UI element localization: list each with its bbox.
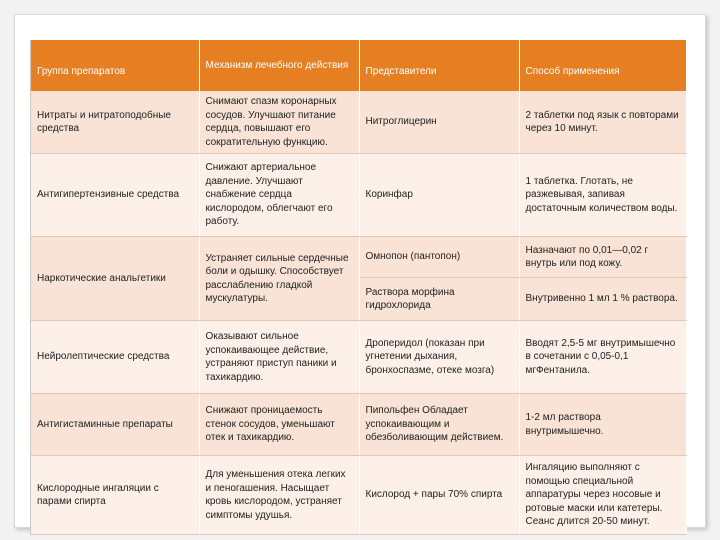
cell-mechanism: Снижают артериальное давление. Улучшают снабжение сердца кислородом, облегчают его работу. xyxy=(199,154,359,237)
cell-usage: 2 таблетки под язык с повторами через 10 минут. xyxy=(519,91,686,154)
table-row xyxy=(31,237,686,278)
table-row xyxy=(31,91,686,154)
header-group: Группа препаратов xyxy=(31,40,199,91)
cell-group: Кислородные ингаляции с парами спирта xyxy=(31,456,199,535)
cell-usage: 1-2 мл раствора внутримышечно. xyxy=(519,394,686,456)
table-row xyxy=(31,154,686,237)
cell-representatives: Нитроглицерин xyxy=(359,91,519,154)
header-representatives: Представители xyxy=(359,40,519,91)
cell-usage: Ингаляцию выполняют с помощью специальной аппаратуры через носовые и ротовые маски или катетеры. Сеанс длится 20-50 минут. xyxy=(519,456,686,535)
cell-representatives: Омнопон (пантопон) xyxy=(359,237,519,278)
drug-table-container xyxy=(30,40,686,535)
table-row xyxy=(31,394,686,456)
cell-mechanism: Снимают спазм коронарных сосудов. Улучшают питание сердца, повышают его сократительную функцию. xyxy=(199,91,359,154)
table-header-row xyxy=(31,40,686,91)
cell-mechanism: Для уменьшения отека легких и пеногашения. Насыщает кровь кислородом, устраняет симптомы удушья. xyxy=(199,456,359,535)
cell-group: Антигипертензивные средства xyxy=(31,154,199,237)
header-usage: Способ применения xyxy=(519,40,686,91)
cell-mechanism: Оказывают сильное успокаивающее действие, устраняют приступ паники и тахикардию. xyxy=(199,321,359,394)
cell-group: Нейролептические средства xyxy=(31,321,199,394)
drug-table xyxy=(31,40,687,535)
header-mechanism: Механизм лечебного действия xyxy=(199,40,359,91)
cell-mechanism: Снижают проницаемость стенок сосудов, уменьшают отек и тахикардию. xyxy=(199,394,359,456)
cell-group: Антигистаминные препараты xyxy=(31,394,199,456)
cell-representatives: Дроперидол (показан при угнетении дыхания, бронхоспазме, отеке мозга) xyxy=(359,321,519,394)
table-row xyxy=(31,321,686,394)
cell-usage: Внутривенно 1 мл 1 % раствора. xyxy=(519,278,686,321)
cell-representatives: Пипольфен Обладает успокаивающим и обезболивающим действием. xyxy=(359,394,519,456)
cell-usage: Вводят 2,5-5 мг внутримышечно в сочетании с 0,05-0,1 мгФентанила. xyxy=(519,321,686,394)
cell-group: Нитраты и нитратоподобные средства xyxy=(31,91,199,154)
cell-mechanism: Устраняет сильные сердечные боли и одышку. Способствует расслаблению гладкой мускулатуры. xyxy=(199,237,359,321)
cell-usage: 1 таблетка. Глотать, не разжевывая, запивая достаточным количеством воды. xyxy=(519,154,686,237)
cell-representatives: Раствора морфина гидрохлорида xyxy=(359,278,519,321)
cell-usage: Назначают по 0,01—0,02 г внутрь или под кожу. xyxy=(519,237,686,278)
cell-representatives: Коринфар xyxy=(359,154,519,237)
cell-group: Наркотические анальгетики xyxy=(31,237,199,321)
table-row xyxy=(31,456,686,535)
cell-representatives: Кислород + пары 70% спирта xyxy=(359,456,519,535)
